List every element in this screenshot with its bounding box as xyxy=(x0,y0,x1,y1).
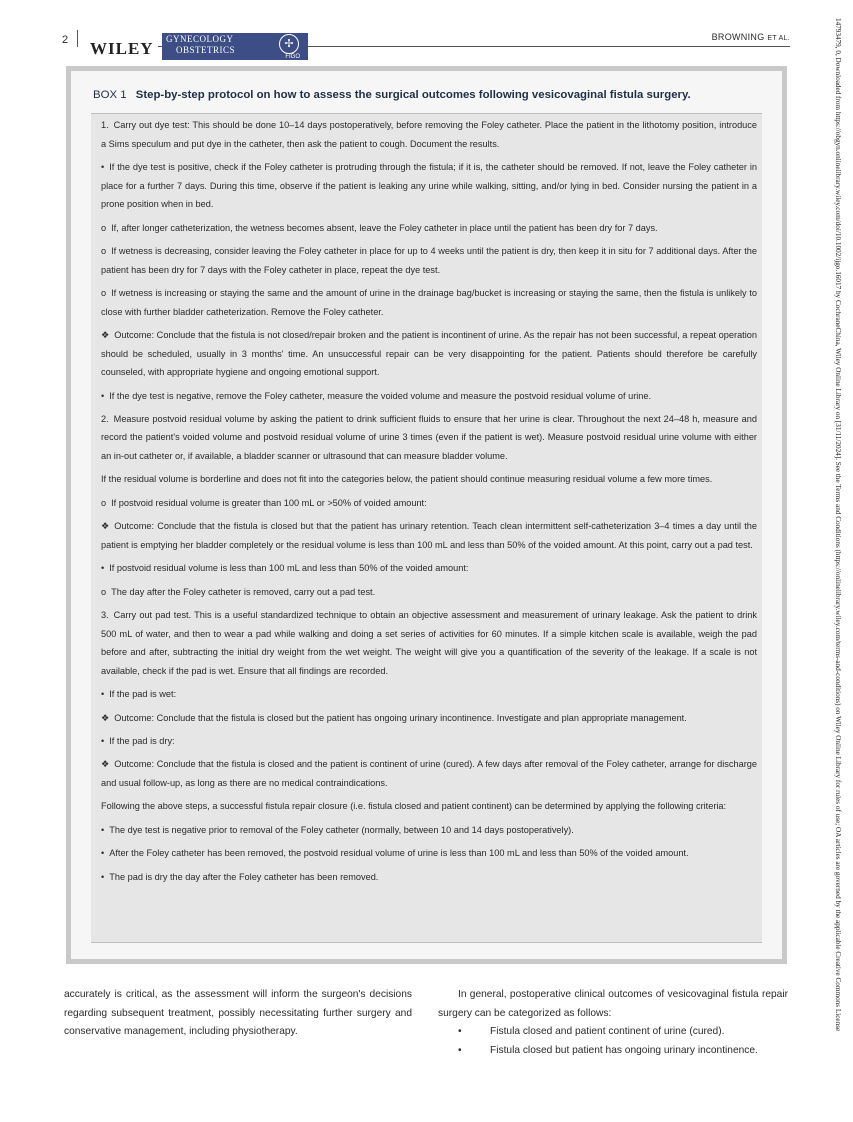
box-paragraph xyxy=(101,116,757,153)
paragraph-text: The day after the Foley catheter is removed, carry out a pad test. xyxy=(111,586,376,597)
paragraph-text: If the pad is dry: xyxy=(109,735,175,746)
page-header xyxy=(62,28,790,68)
paragraph-marker: • xyxy=(101,161,105,172)
left-paragraph: accurately is critical, as the assessment will inform the surgeon's decisions regarding subsequent treatment, possibly necessitating further surgery and conservative management, including physiotherapy. xyxy=(64,989,412,1038)
box-paragraph xyxy=(101,821,757,840)
outcome-list xyxy=(438,1023,788,1060)
box-paragraph xyxy=(101,685,757,704)
right-column xyxy=(438,986,788,1060)
box-paragraph xyxy=(101,559,757,578)
running-head xyxy=(712,32,790,42)
box-paragraph xyxy=(101,868,757,887)
outcome-item: • Fistula closed and patient continent of urine (cured). xyxy=(438,1023,788,1042)
paragraph-marker: • xyxy=(101,824,105,835)
paragraph-text: Outcome: Conclude that the fistula is closed but that the patient has urinary retention. Teach clean intermittent self-catheterization 3–4 times a day until the patient is emptying her bladder completely or the residual volume is less than 100 mL and less than 50% of the voided amount. At this point, carry out a pad test. xyxy=(101,521,757,550)
box-paragraph xyxy=(101,844,757,863)
page-number: 2 xyxy=(62,34,69,46)
paragraph-text: If the dye test is positive, check if the Foley catheter is protruding through the fistula; if it is, the catheter should be removed. If not, leave the Foley catheter in place for a further 7 days. During this time, observe if the patient is leaking any urine while walking, sitting, and/or lying in bed. Consider nursing the patient in a prone position when in bed. xyxy=(101,161,757,210)
left-column xyxy=(64,986,412,1042)
paragraph-text: After the Foley catheter has been removed, the postvoid residual volume of urine is less than 100 mL and less than 50% of the voided amount. xyxy=(109,848,689,859)
box-paragraph xyxy=(101,606,757,680)
box-paragraph xyxy=(101,755,757,792)
paragraph-marker: • xyxy=(101,563,105,574)
journal-name-line1: GYNECOLOGY xyxy=(166,34,234,44)
paragraph-marker: • xyxy=(101,848,105,859)
paragraph-marker: o xyxy=(101,245,107,256)
paragraph-text: If the dye test is negative, remove the Foley catheter, measure the voided volume and measure the postvoid residual volume of urine. xyxy=(109,390,652,401)
box-paragraph xyxy=(101,326,757,382)
outcome-item: • Fistula closed but patient has ongoing urinary incontinence. xyxy=(438,1042,788,1061)
running-author: BROWNING xyxy=(711,32,765,42)
paragraph-text: Measure postvoid residual volume by asking the patient to drink sufficient fluids to ensure that her urine is clear. Throughout the next 24–48 h, measure and record the patient's voided volume and postvoid residual volume of urine 3 times (even if the patient is wet). Measure postvoid residual urine volume with either an in-out catheter or, if available, a bladder scanner or ultrasound that can measure bladder volume. xyxy=(101,413,757,462)
paragraph-marker: o xyxy=(101,287,107,298)
paragraph-text: Following the above steps, a successful fistula repair closure (i.e. fistula closed and patient continent) can be determined by applying the following criteria: xyxy=(101,801,727,812)
paragraph-marker: o xyxy=(101,586,107,597)
figo-emblem-icon: ✢ xyxy=(279,34,299,54)
box-paragraph xyxy=(101,517,757,554)
running-etal: ET AL. xyxy=(767,35,790,42)
paragraph-marker: ❖ xyxy=(101,712,110,723)
paragraph-marker: ❖ xyxy=(101,521,110,532)
paragraph-marker: 1. xyxy=(101,120,109,130)
box-paragraph xyxy=(101,709,757,728)
paragraph-text: If the pad is wet: xyxy=(109,689,177,700)
box-paragraph xyxy=(101,583,757,602)
box-paragraph xyxy=(101,387,757,406)
paragraph-marker: • xyxy=(101,689,105,700)
header-tick xyxy=(77,30,78,47)
paragraph-marker: • xyxy=(101,390,105,401)
box-paragraph xyxy=(101,284,757,321)
paragraph-marker: o xyxy=(101,497,107,508)
paragraph-marker: o xyxy=(101,222,107,233)
journal-org: FIGO xyxy=(285,54,300,60)
paragraph-text: The pad is dry the day after the Foley catheter has been removed. xyxy=(109,871,379,882)
paragraph-text: If wetness is increasing or staying the same and the amount of urine in the drainage bag/bucket is increasing or staying the same, then the fistula is unlikely to close with further bladder catheterization. Remove the Foley catheter. xyxy=(101,287,757,317)
box-paragraph xyxy=(101,242,757,279)
box-paragraph xyxy=(101,219,757,238)
paragraph-text: If, after longer catheterization, the wetness becomes absent, leave the Foley catheter in place until the patient has been dry for 7 days. xyxy=(111,222,658,233)
paragraph-marker: • xyxy=(101,871,105,882)
paragraph-text: Carry out pad test. This is a useful standardized technique to obtain an objective assessment and measurement of urinary leakage. Ask the patient to drink 500 mL of water, and then to wear a pad while walking and doing a set series of activities for 60 minutes. If a simple kitchen scale is available, weigh the pad before and after, subtracting the initial dry weight from the wet weight. The weight will give you a quantification of the severity of the leakage. If a scale is not available, check if the pad is wet. Ensure that all findings are recorded. xyxy=(101,610,757,676)
paragraph-text: The dye test is negative prior to removal of the Foley catheter (normally, between 10 and 14 days postoperatively). xyxy=(109,824,574,835)
box-paragraph xyxy=(101,410,757,466)
box-heading: Step-by-step protocol on how to assess the surgical outcomes following vesicovaginal fistula surgery. xyxy=(135,89,691,101)
box-paragraph xyxy=(101,470,757,489)
paragraph-text: If wetness is decreasing, consider leaving the Foley catheter in place for up to 4 weeks until the patient is dry, then keep it in situ for 7 additional days. After the patient has been dry for 7 days with the Foley catheter in place, repeat the dye test. xyxy=(101,245,757,275)
paragraph-marker: ❖ xyxy=(101,329,110,340)
box-label: BOX 1 xyxy=(93,89,127,101)
paragraph-text: Outcome: Conclude that the fistula is closed but the patient has ongoing urinary incontinence. Investigate and plan appropriate management. xyxy=(114,712,687,723)
paragraph-text: Outcome: Conclude that the fistula is not closed/repair broken and the patient is incontinent of urine. As the repair has not been successful, a repeat operation should be scheduled, usually in 3 months' time. An unsuccessful repair can be very disappointing for the patient. Patients should therefore be carefully counseled, with appropriate hygiene and ongoing emotional support. xyxy=(101,329,757,378)
box-paragraph xyxy=(101,797,757,816)
box-paragraph xyxy=(101,158,757,214)
paragraph-text: Outcome: Conclude that the fistula is closed and the patient is continent of urine (cured). A few days after removal of the Foley catheter, arrange for discharge and usual follow-up, as long as there are no medical contraindications. xyxy=(101,759,757,788)
journal-name-line2: OBSTETRICS xyxy=(176,45,236,55)
box-paragraph xyxy=(101,732,757,751)
side-download-note xyxy=(828,18,844,1098)
right-paragraph: In general, postoperative clinical outcomes of vesicovaginal fistula repair surgery can be categorized as follows: xyxy=(438,989,788,1019)
box-1 xyxy=(66,66,787,964)
paragraph-marker: • xyxy=(101,735,105,746)
paragraph-text: Carry out dye test: This should be done 10–14 days postoperatively, before removing the Foley catheter. Place the patient in the lithotomy position, introduce a Sims speculum and put dye in the catheter, then ask the patient to cough. Document the results. xyxy=(101,120,757,149)
publisher-logo: WILEY xyxy=(90,39,154,58)
journal-logo xyxy=(162,33,308,60)
box-title xyxy=(93,89,691,101)
side-note-text: 14793479, 0, Downloaded from https://obgyn.onlinelibrary.wiley.com/doi/10.1002/ijgo.16017 by CochraneChina, Wiley Online Library on [31/11/2024]. See the Terms and Conditions (https://onlinelibrary.wiley.com/terms-and-conditions) on Wiley Online Library for rules of use; OA articles are governed by the applicable Creative Commons License xyxy=(834,18,842,1032)
paragraph-text: If the residual volume is borderline and does not fit into the categories below, the patient should continue measuring residual volume a few more times. xyxy=(101,474,713,485)
paragraph-text: If postvoid residual volume is greater than 100 mL or >50% of voided amount: xyxy=(111,497,427,508)
paragraph-marker: 2. xyxy=(101,413,109,424)
box-content xyxy=(91,113,762,943)
box-paragraph xyxy=(101,494,757,513)
paragraph-marker: 3. xyxy=(101,610,109,621)
paragraph-marker: ❖ xyxy=(101,759,110,770)
paragraph-text: If postvoid residual volume is less than 100 mL and less than 50% of the voided amount: xyxy=(109,563,469,574)
